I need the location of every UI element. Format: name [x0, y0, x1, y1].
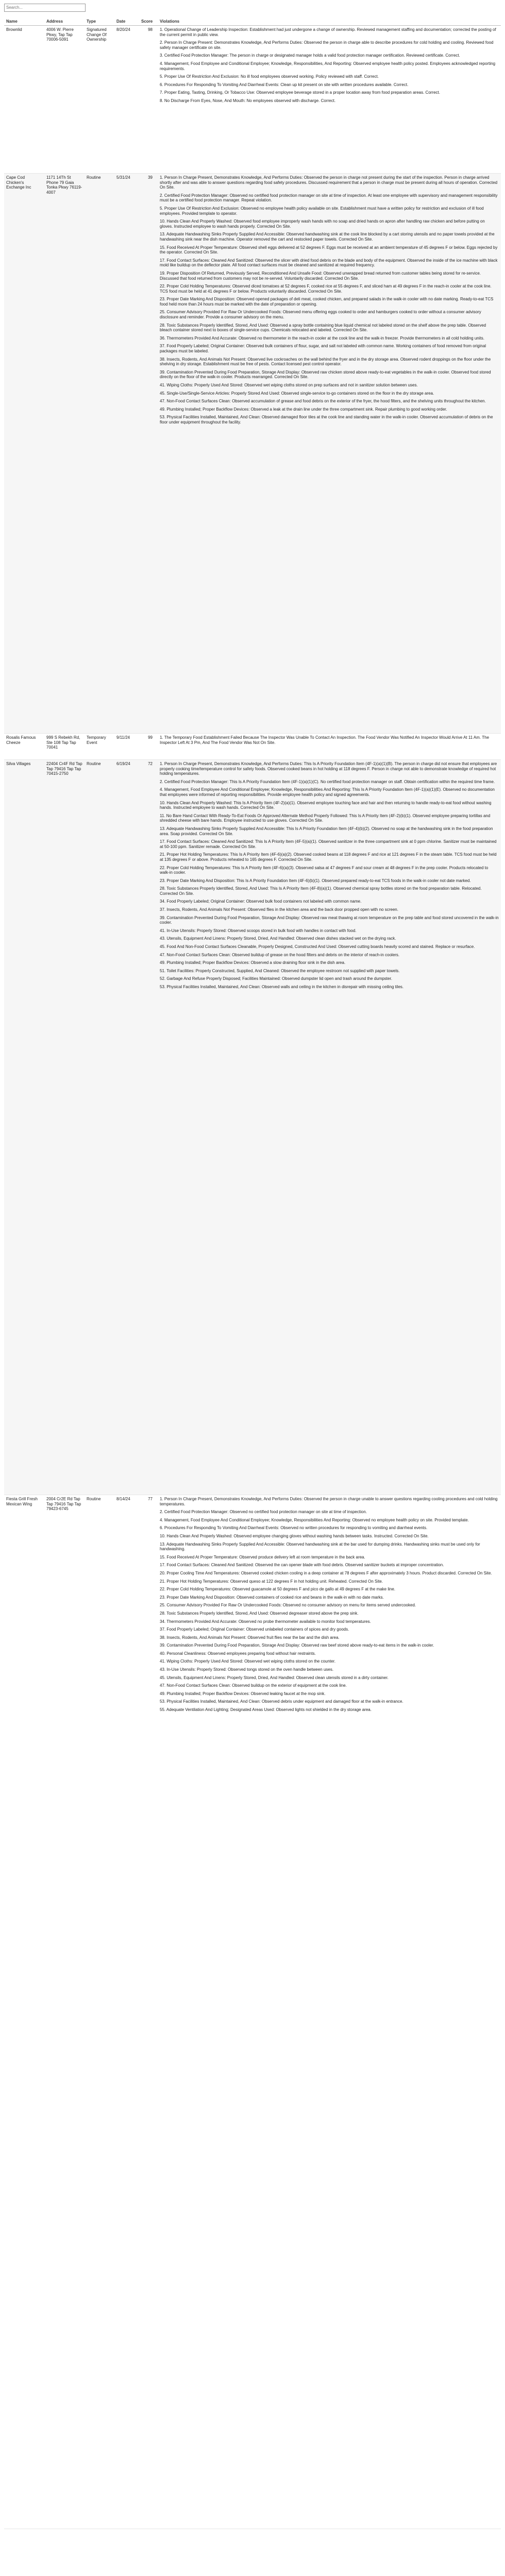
- violation-item: 15. Food Received At Proper Temperature: Observed shell eggs delivered at 52 degrees F. Eggs must be received at an ambient temperature of 45 degrees F or below. Eggs rejected by the operator. Corrected On Site.: [160, 245, 498, 255]
- violation-item: 22. Proper Cold Holding Temperatures: Observed guacamole at 50 degrees F and pico de gallo at 49 degrees F at the make line.: [160, 1587, 396, 1592]
- violation-item: 45. Food And Non-Food Contact Surfaces Cleanable, Properly Designed, Constructed And Used: Observed cutting boards heavily scored and stained. Replace or resurface.: [160, 944, 475, 950]
- violation-item: 6. Procedures For Responding To Vomiting And Diarrheal Events: Observed no written procedures for responding to vomiting and diarrheal events.: [160, 1526, 428, 1531]
- cell-type: Routine: [85, 760, 114, 1495]
- cell-date: 5/31/24: [114, 174, 139, 734]
- violation-item: 15. Food Received At Proper Temperature: Observed produce delivery left at room temperature in the back area.: [160, 1554, 365, 1560]
- violation-item: 21. Proper Hot Holding Temperatures: Observed queso at 122 degrees F in hot holding unit. Reheated. Corrected On Site.: [160, 1579, 383, 1584]
- violation-item: 21. Proper Hot Holding Temperatures: This Is A Priority Item (4F-6)(a)(2). Observed cooked beans at 118 degrees F and rice at 121 degrees F in the steam table. TCS food must be held at 135 degrees F or above. Products reheated to 165 degrees F. Corrected On Site.: [160, 852, 497, 862]
- violation-item: 1. Person In Charge Present, Demonstrates Knowledge, And Performs Duties: Observed the person in charge not present during the start of the inspection. Person in charge arrived shortly after and was able to answer questions regarding food safety procedures. Discussed requirement that a person in charge must be present during all hours of operation. Corrected On Site.: [160, 175, 498, 190]
- violation-item: 28. Toxic Substances Properly Identified, Stored, And Used: Observed a spray bottle containing blue liquid chemical not labeled stored on the shelf above the prep table. Observed bleach container stored next to boxes of single-service cups. Chemicals relocated and labeled. Corrected On Site.: [160, 323, 486, 333]
- cell-score: 99: [139, 734, 158, 760]
- search-input[interactable]: [4, 4, 86, 12]
- violation-item: 10. Hands Clean And Properly Washed: Observed employee changing gloves without washing hands between tasks. Instructed. Corrected On Site.: [160, 1533, 429, 1538]
- cell-violations: [158, 734, 501, 760]
- column-header-score[interactable]: Score: [139, 18, 158, 26]
- violation-item: 38. Insects, Rodents, And Animals Not Present: Observed fruit flies near the bar and the dish area.: [160, 1635, 340, 1640]
- violation-item: 55. Adequate Ventilation And Lighting; Designated Areas Used: Observed lights not shielded in the dry storage area.: [160, 1707, 372, 1713]
- violation-item: 20. Proper Cooling Time And Temperatures: Observed cooked chicken cooling in a deep container at 78 degrees F after approximately 3 hours. Product discarded. Corrected On Site.: [160, 1570, 492, 1575]
- violation-item: 45. Single-Use/Single-Service Articles: Properly Stored And Used: Observed single-service to-go containers stored on the floor in the dry storage area.: [160, 391, 434, 396]
- violation-item: 43. Utensils, Equipment And Linens: Properly Stored, Dried, And Handled: Observed clean dishes stacked wet on the drying rack.: [160, 936, 396, 941]
- violation-item: 4. Management, Food Employee And Conditional Employee; Knowledge, Responsibilities And Reporting: This Is A Priority Foundation Item (4F-1)(a)(1)(E). Observed no documentation that employees were informed of reporting responsibilities. Provide employee health policy and signed agreements.: [160, 787, 495, 797]
- violation-item: 8. No Discharge From Eyes, Nose, And Mouth: No employees observed with discharge. Correct.: [160, 98, 336, 103]
- cell-date: 8/20/24: [114, 26, 139, 174]
- violation-item: 37. Food Properly Labeled; Original Container: Observed unlabeled containers of spices and dry goods.: [160, 1627, 349, 1632]
- violation-item: 1. Operational Change of Leadership Inspection: Establishment had just undergone a change of ownership. Reviewed management staffing and documentation; corrected the posting of the current permit in public view.: [160, 27, 496, 37]
- violation-item: 19. Proper Disposition Of Returned, Previously Served, Reconditioned And Unsafe Food: Observed unwrapped bread returned from customer tables being stored for re-service. Discussed that food returned from customers may not be re-served. Voluntarily discarded. Corrected On Site.: [160, 270, 481, 281]
- cell-violations: [158, 1495, 501, 2529]
- column-header-violations[interactable]: Violations: [158, 18, 501, 26]
- cell-violations: [158, 26, 501, 174]
- cell-score: 39: [139, 174, 158, 734]
- table-row: [4, 1495, 501, 2529]
- violation-item: 1. Person In Charge Present, Demonstrates Knowledge, And Performs Duties: Observed the person in charge unable to answer questions regarding cooling procedures and cold holding temperatures.: [160, 1497, 498, 1506]
- violation-item: 49. Plumbing Installed; Proper Backflow Devices: Observed a slow draining floor sink in the dish area.: [160, 960, 346, 965]
- table-row: [4, 174, 501, 734]
- violation-item: 40. Personal Cleanliness: Observed employees preparing food without hair restraints.: [160, 1651, 316, 1656]
- violation-item: 4. Management, Food Employee And Conditional Employee; Knowledge, Responsibilities And Reporting: Observed no employee health policy on site. Provided template.: [160, 1517, 469, 1522]
- violation-item: 4. Management, Food Employee and Conditional Employee; Knowledge, Responsibilities, And Reporting: Observed employee health policy posted. Employees acknowledged reporting requirements.: [160, 61, 496, 71]
- violation-item: 34. Food Properly Labeled; Original Container: Observed bulk food containers not labeled with common name.: [160, 899, 362, 904]
- violation-item: 23. Proper Date Marking And Disposition: Observed containers of cooked rice and beans in the walk-in with no date marks.: [160, 1595, 384, 1600]
- violation-item: 2. Certified Food Protection Manager: Observed no certified food protection manager on site at time of inspection.: [160, 1510, 367, 1515]
- cell-address: 2004 Cr2E Rd Tap Tap 79416 Tap Tap 79423-6745: [44, 1495, 85, 2529]
- violation-item: 17. Food Contact Surfaces: Cleaned And Sanitized: Observed the slicer with dried food debris on the blade and body of the equipment. Observed the inside of the ice machine with black mold like buildup on the deflector plate. All food contact surfaces must be cleaned and sanitized at required frequency.: [160, 258, 498, 268]
- violation-item: 13. Adequate Handwashing Sinks Properly Supplied And Accessible: This Is A Priority Foundation Item (4F-4)(b)(2). Observed no soap at the handwashing sink in the food preparation area. Soap provided. Corrected On Site.: [160, 826, 493, 836]
- cell-address: 22404 Cr4F Rd Tap Tap 79416 Tap Tap 70415-2750: [44, 760, 85, 1495]
- violation-item: 53. Physical Facilities Installed, Maintained, And Clean: Observed damaged floor tiles at the cook line and standing water in the walk-in cooler. Observed accumulation of debris on the floor under equipment throughout the facility.: [160, 415, 493, 425]
- table-row: [4, 734, 501, 760]
- violation-item: 41. In-Use Utensils: Properly Stored: Observed scoops stored in bulk food with handles in contact with food.: [160, 928, 357, 933]
- cell-violations: [158, 760, 501, 1495]
- violation-item: 5. Proper Use Of Restriction And Exclusion: No ill food employees observed working. Policy reviewed with staff. Correct.: [160, 74, 379, 79]
- cell-violations: [158, 174, 501, 734]
- violation-item: 28. Toxic Substances Properly Identified, Stored, And Used: Observed degreaser stored above the prep sink.: [160, 1611, 359, 1616]
- cell-name: Cape Cod Chicken's Exchange Inc: [4, 174, 44, 734]
- cell-address: 1171 14Th St Phone 79 Gaia Tonka Pkwy 76119-4007: [44, 174, 85, 734]
- violation-item: 34. Thermometers Provided And Accurate: Observed no probe thermometer available to monitor food temperatures.: [160, 1619, 371, 1624]
- violation-item: 23. Proper Date Marking And Disposition: Observed opened packages of deli meat, cooked chicken, and prepared salads in the walk-in cooler with no date marking. Ready-to-eat TCS food held more than 24 hours must be marked with the date of preparation or opening.: [160, 297, 494, 307]
- violation-item: 22. Proper Cold Holding Temperatures: Observed diced tomatoes at 52 degrees F, cooked rice at 55 degrees F, and sliced ham at 49 degrees F in the reach-in cooler at the cook line. TCS food must be held at 41 degrees F or below. Products voluntarily discarded. Corrected On Site.: [160, 284, 492, 294]
- cell-address: 999 S Rebekh Rd, Ste 108 Tap Tap 70041: [44, 734, 85, 760]
- table-header-row: [4, 18, 501, 26]
- column-header-date[interactable]: Date: [114, 18, 139, 26]
- violation-item: 3. Certified Food Protection Manager: The person in charge or designated manager holds a valid food protection manager certification. Reviewed certificate. Correct.: [160, 53, 460, 58]
- violation-item: 39. Contamination Prevented During Food Preparation, Storage And Display: Observed raw meat thawing at room temperature on the prep table and food stored uncovered in the walk-in cooler.: [160, 915, 499, 925]
- violations-list: [160, 1497, 499, 2527]
- violation-item: 2. Person In Charge Present: Demonstrates Knowledge, And Performs Duties: Observed the person in charge able to describe procedures for cold holding and cooling. Reviewed food safety manager certificate on site.: [160, 40, 494, 50]
- violation-item: 1. The Temporary Food Establishment Failed Because The Inspector Was Unable To Contact An Inspection. The Food Vendor Was Notified An Inspector Would Arrive At 11 Am. The Inspector Left At 3 Pm, And The Food Vendor Was Not On Site.: [160, 735, 490, 745]
- cell-score: 72: [139, 760, 158, 1495]
- violation-item: 37. Food Properly Labeled; Original Container: Observed bulk containers of flour, sugar, and salt not labeled with common name. Working containers of food removed from original packages must be labeled.: [160, 344, 486, 354]
- violation-item: 49. Plumbing Installed; Proper Backflow Devices: Observed leaking faucet at the mop sink.: [160, 1691, 326, 1696]
- violation-item: 41. Wiping Cloths: Properly Used And Stored: Observed wet wiping cloths stored on the counter.: [160, 1659, 336, 1664]
- violation-item: 47. Non-Food Contact Surfaces Clean: Observed buildup of grease on the hood filters and debris on the interior of reach-in coolers.: [160, 952, 400, 957]
- violation-item: 17. Food Contact Surfaces: Cleaned And Sanitized: This Is A Priority Item (4F-5)(a)(1). Observed sanitizer in the three compartment sink at 0 ppm chlorine. Sanitizer must be maintained at 50-100 ppm. Sanitizer remade. Corrected On Site.: [160, 839, 497, 849]
- violation-item: 2. Certified Food Protection Manager: Observed no certified food protection manager on site at time of inspection. At least one employee with supervisory and management responsibility must be a certified food protection manager. Repeat violation.: [160, 193, 498, 203]
- column-header-name[interactable]: Name: [4, 18, 44, 26]
- cell-date: 9/11/24: [114, 734, 139, 760]
- violations-list: [160, 761, 499, 1493]
- violation-item: 38. Insects, Rodents, And Animals Not Present: Observed live cockroaches on the wall behind the fryer and in the dry storage area. Observed rodent droppings on the floor under the shelving in dry storage. Establishment must be free of pests. Contact licensed pest control operator.: [160, 357, 491, 367]
- table-body: [4, 26, 501, 2529]
- violations-list: [160, 27, 499, 172]
- violation-item: 7. Proper Eating, Tasting, Drinking, Or Tobacco Use: Observed employee beverage stored in a proper location away from food preparation areas. Correct.: [160, 90, 440, 95]
- cell-name: Silva Villages: [4, 760, 44, 1495]
- cell-type: Routine: [85, 1495, 114, 2529]
- cell-name: Fiesta Grill Fresh Mexican Wing: [4, 1495, 44, 2529]
- violation-item: 10. Hands Clean And Properly Washed: Observed food employee improperly wash hands with no soap and dried hands on apron after handling raw chicken and before putting on gloves. Instructed employee to wash hands properly. Corrected On Site.: [160, 219, 485, 229]
- inspection-table: [4, 18, 501, 2529]
- violation-item: 47. Non-Food Contact Surfaces Clean: Observed accumulation of grease and food debris on the exterior of the fryer, the hood filters, and the shelving units throughout the kitchen.: [160, 399, 486, 404]
- violation-item: 47. Non-Food Contact Surfaces Clean: Observed buildup on the exterior of equipment at the cook line.: [160, 1683, 347, 1688]
- cell-type: Temporary Event: [85, 734, 114, 760]
- violation-item: 11. No Bare Hand Contact With Ready-To-Eat Foods Or Approved Alternate Method Properly Followed: This Is A Priority Item (4F-2)(b)(1). Observed employee preparing tortillas and shredded cheese with bare hands. Employee instructed to use gloves. Corrected On Site.: [160, 813, 491, 823]
- violation-item: 6. Procedures For Responding To Vomiting And Diarrheal Events: Clean up kit present on site with written procedures available. Correct.: [160, 82, 409, 87]
- column-header-address[interactable]: Address: [44, 18, 85, 26]
- violation-item: 43. In-Use Utensils: Properly Stored: Observed tongs stored on the oven handle between uses.: [160, 1667, 334, 1672]
- violations-list: [160, 175, 499, 732]
- cell-address: 4006 W. Pierre Pkwy, Tap Tap 70006-5091: [44, 26, 85, 174]
- violation-item: 22. Proper Cold Holding Temperatures: This Is A Priority Item (4F-6)(a)(3). Observed salsa at 47 degrees F and sour cream at 48 degrees F in the prep cooler. Products relocated to walk-in cooler.: [160, 865, 489, 875]
- cell-type: Routine: [85, 174, 114, 734]
- violation-item: 45. Utensils, Equipment And Linens: Properly Stored, Dried, And Handled: Observed clean utensils stored in a dirty container.: [160, 1675, 389, 1680]
- cell-name: Rosalis Famous Cheeze: [4, 734, 44, 760]
- cell-date: 8/14/24: [114, 1495, 139, 2529]
- violation-item: 23. Proper Date Marking And Disposition: This Is A Priority Foundation Item (4F-6)(b)(1). Observed prepared ready-to-eat TCS foods in the walk-in cooler not date marked.: [160, 878, 471, 883]
- violation-item: 36. Thermometers Provided And Accurate: Observed no thermometer in the reach-in cooler at the cook line and the walk-in freezer. Provide thermometers in all cold holding units.: [160, 335, 484, 341]
- violation-item: 13. Adequate Handwashing Sinks Properly Supplied And Accessible: Observed handwashing sink at the bar used for dumping drinks. Handwashing sinks must be used only for handwashing.: [160, 1541, 480, 1552]
- violation-item: 2. Certified Food Protection Manager: This Is A Priority Foundation Item (4F-1)(a)(1)(C). No certified food protection manager on staff. Obtain certification within the required time frame.: [160, 779, 495, 784]
- table-row: [4, 760, 501, 1495]
- violation-item: 5. Proper Use Of Restriction And Exclusion: Observed no employee health policy available on site. Establishment must have a written policy for restriction and exclusion of ill food employees. Provided template to operator.: [160, 206, 484, 216]
- violation-item: 41. Wiping Cloths: Properly Used And Stored: Observed wet wiping cloths stored on prep surfaces and not in sanitizer solution between uses.: [160, 383, 418, 387]
- cell-score: 77: [139, 1495, 158, 2529]
- violation-item: 17. Food Contact Surfaces: Cleaned And Sanitized: Observed the can opener blade with food debris. Observed sanitizer buckets at improper concentration.: [160, 1563, 444, 1568]
- violation-item: 53. Physical Facilities Installed, Maintained, And Clean: Observed walls and ceiling in the kitchen in disrepair with missing ceiling tiles.: [160, 985, 404, 989]
- violation-item: 37. Insects, Rodents, And Animals Not Present: Observed flies in the kitchen area and the back door propped open with no screen.: [160, 907, 398, 912]
- table-row: [4, 26, 501, 174]
- column-header-type[interactable]: Type: [85, 18, 114, 26]
- violation-item: 51. Toilet Facilities: Properly Constructed, Supplied, And Cleaned: Observed the employee restroom not supplied with paper towels.: [160, 968, 400, 973]
- violations-list: [160, 735, 499, 758]
- violation-item: 39. Contamination Prevented During Food Preparation, Storage And Display: Observed raw chicken stored above ready-to-eat vegetables in the walk-in cooler. Observed food stored directly on the floor of the walk-in cooler. Products rearranged. Corrected On Site.: [160, 369, 491, 380]
- violation-item: 52. Garbage And Refuse Properly Disposed; Facilities Maintained: Observed dumpster lid open and trash around the dumpster.: [160, 976, 392, 981]
- cell-type: Signatured Change Of Ownership: [85, 26, 114, 174]
- cell-name: Brownlid: [4, 26, 44, 174]
- cell-score: 98: [139, 26, 158, 174]
- cell-date: 6/19/24: [114, 760, 139, 1495]
- violation-item: 49. Plumbing Installed; Proper Backflow Devices: Observed a leak at the drain line under the three compartment sink. Repair plumbing to good working order.: [160, 406, 447, 412]
- violation-item: 25. Consumer Advisory Provided For Raw Or Undercooked Foods: Observed menu offering eggs cooked to order and hamburgers cooked to order without a consumer advisory disclosure and reminder. Provide a consumer advisory on the menu.: [160, 310, 481, 320]
- violation-item: 13. Adequate Handwashing Sinks Properly Supplied And Accessible: Observed handwashing sink at the cook line blocked by a cart storing utensils and no paper towels provided at the handwashing sink near the dish machine. Operator removed the cart and restocked paper towels. Corrected On Site.: [160, 232, 495, 242]
- violation-item: 53. Physical Facilities Installed, Maintained, And Clean: Observed debris under equipment and damaged floor at the walk-in entrance.: [160, 1699, 403, 1704]
- violation-item: 28. Toxic Substances Properly Identified, Stored, And Used: This Is A Priority Item (4F-8)(a)(1). Observed chemical spray bottles stored on the food preparation table. Relocated. Corrected On Site.: [160, 886, 482, 896]
- violation-item: 1. Person In Charge Present, Demonstrates Knowledge, And Performs Duties: This Is A Priority Foundation Item (4F-1)(a)(1)(B). The person in charge did not ensure that employees are properly cooking time/temperature control for safety foods. Observed cooked beans in hot holding at 118 degrees F. Person in charge not able to demonstrate knowledge of required hot holding temperatures.: [160, 761, 497, 776]
- violation-item: 39. Contamination Prevented During Food Preparation, Storage And Display: Observed raw beef stored above ready-to-eat items in the walk-in cooler.: [160, 1643, 434, 1648]
- violation-item: 25. Consumer Advisory Provided For Raw Or Undercooked Foods: Observed no consumer advisory on menu for items served undercooked.: [160, 1603, 416, 1608]
- toolbar: [0, 0, 505, 18]
- violation-item: 10. Hands Clean And Properly Washed: This Is A Priority Item (4F-2)(a)(1). Observed employee touching face and hair and then returning to handle ready-to-eat food without washing hands. Instructed employee to wash hands. Corrected On Site.: [160, 800, 492, 810]
